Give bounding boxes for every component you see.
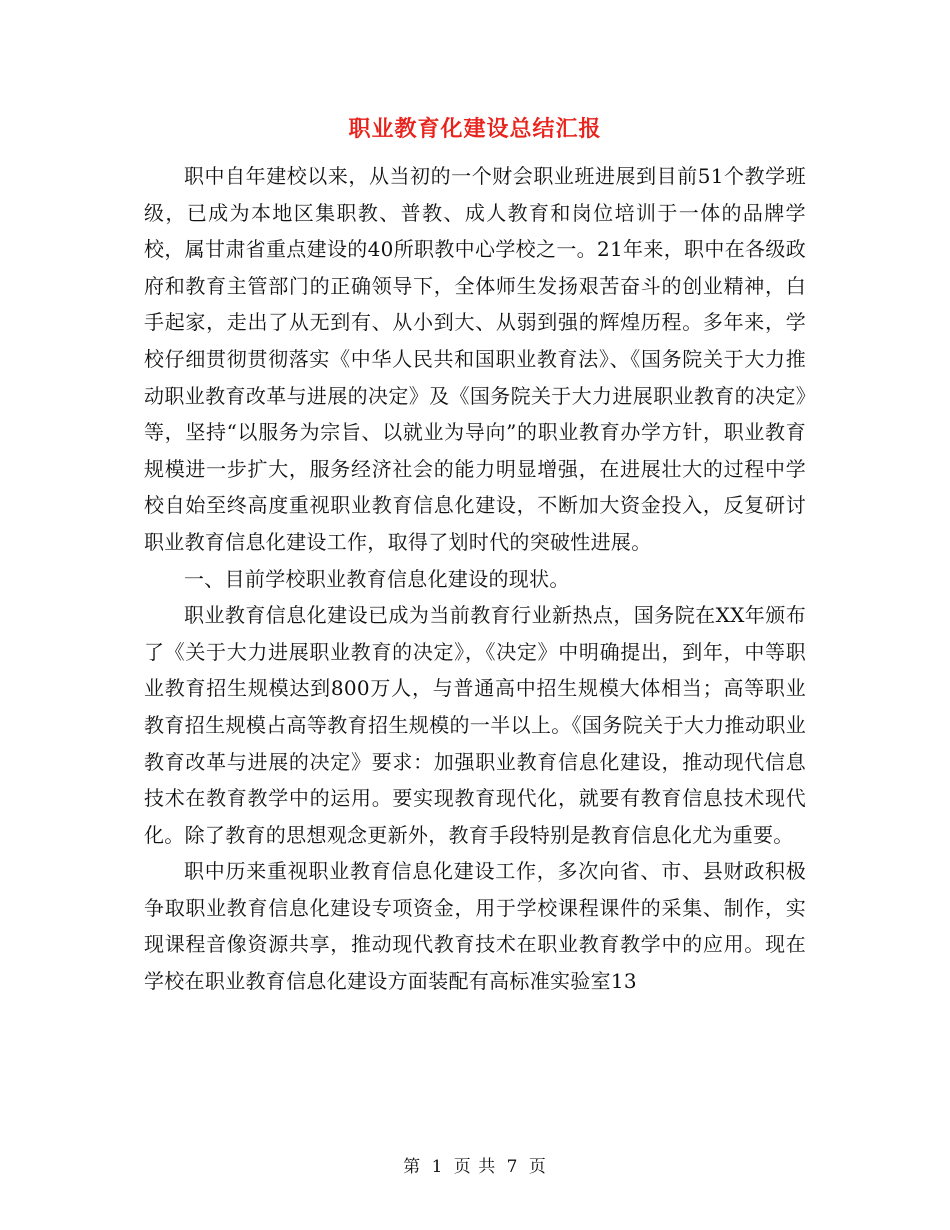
document-title: 职业教育化建设总结汇报 [348,116,602,142]
current-page-number: 1 [431,1157,444,1177]
total-page-count: 7 [506,1157,519,1177]
footer-suffix: 页 [528,1157,547,1177]
paragraph-2: 职业教育信息化建设已成为当前教育行业新热点，国务院在XX年颁布了《关于大力进展职业教育的决定》，《决定》中明确提出，到年，中等职业教育招生规模达到800万人，与普通高中招生规模大体相当；高等职业教育招生规模占高等教育招生规模的一半以上。《国务院关于大力推动职业教育改革与进展的决定》要求：加强职业教育信息化建设，推动现代信息技术在教育教学中的运用。要实现教育现代化，就要有教育信息技术现代化。除了教育的思想观念更新外，教育手段特别是教育信息化尤为重要。 [144,603,806,847]
footer-prefix: 第 [403,1157,422,1177]
document-body [144,158,806,1000]
section-heading-1: 一、目前学校职业教育信息化建设的现状。 [184,566,570,591]
footer-middle: 页 共 [453,1157,497,1177]
paragraph-3: 职中历来重视职业教育信息化建设工作，多次向省、市、县财政积极争取职业教育信息化建设专项资金，用于学校课程课件的采集、制作，实现课程音像资源共享，推动现代教育技术在职业教育教学中的应用。现在学校在职业教育信息化建设方面装配有高标准实验室13 [144,859,806,994]
paragraph-1: 职中自年建校以来，从当初的一个财会职业班进展到目前51个教学班级，已成为本地区集职教、普教、成人教育和岗位培训于一体的品牌学校，属甘肃省重点建设的40所职教中心学校之一。21年来，职中在各级政府和教育主管部门的正确领导下，全体师生发扬艰苦奋斗的创业精神，白手起家，走出了从无到有、从小到大、从弱到强的辉煌历程。多年来，学校仔细贯彻贯彻落实《中华人民共和国职业教育法》、《国务院关于大力推动职业教育改革与进展的决定》及《国务院关于大力进展职业教育的决定》等，坚持“以服务为宗旨、以就业为导向”的职业教育办学方针，职业教育规模进一步扩大，服务经济社会的能力明显增强，在进展壮大的过程中学校自始至终高度重视职业教育信息化建设，不断加大资金投入，反复研讨职业教育信息化建设工作，取得了划时代的突破性进展。 [144,164,806,554]
page-footer [0,1152,950,1177]
